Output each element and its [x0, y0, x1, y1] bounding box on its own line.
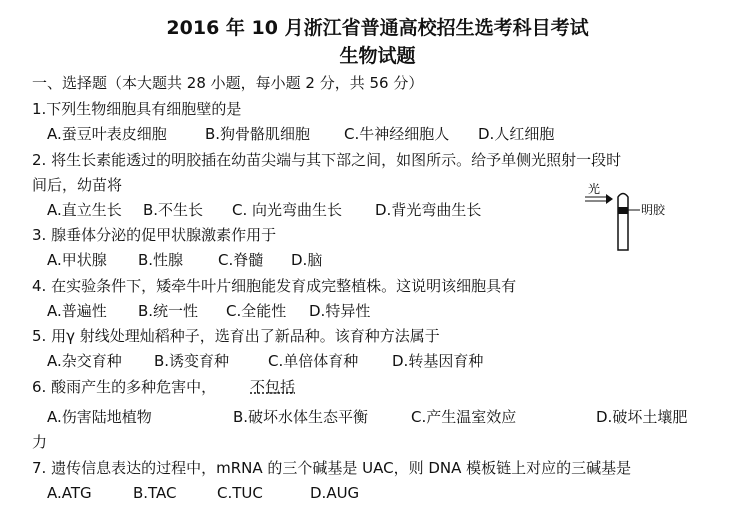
exam-subtitle: 生物试题 — [339, 45, 416, 67]
q1-option-d: D.人红细胞 — [478, 125, 555, 143]
q7-option-b: B.TAC — [133, 484, 177, 502]
q5-option-a: A.杂交育种 — [47, 352, 122, 370]
q6-stem: 6. 酸雨产生的多种危害中， — [32, 378, 217, 396]
q4-stem: 4. 在实验条件下，矮牵牛叶片细胞能发育成完整植株。这说明该细胞具有 — [32, 277, 517, 295]
q5-stem: 5. 用γ 射线处理灿稻种子，选育出了新品种。该育种方法属于 — [32, 327, 440, 345]
seedling-outline — [618, 194, 628, 251]
q2-option-c: C. 向光弯曲生长 — [232, 201, 343, 219]
q6-option-b: B.破坏水体生态平衡 — [233, 408, 369, 426]
q2-stem-line1: 2. 将生长素能透过的明胶插在幼苗尖端与其下部之间，如图所示。给予单侧光照射一段时 — [32, 151, 622, 169]
q5-option-d: D.转基因育种 — [392, 352, 484, 370]
q1-option-a: A.蚕豆叶表皮细胞 — [47, 125, 167, 143]
q4-option-c: C.全能性 — [226, 302, 287, 320]
q2-option-b: B.不生长 — [143, 201, 204, 219]
q6-option-c: C.产生温室效应 — [411, 408, 517, 426]
q6-option-a: A.伤害陆地植物 — [47, 408, 152, 426]
q2-option-d: D.背光弯曲生长 — [375, 201, 482, 219]
q1-option-c: C.牛神经细胞人 — [344, 125, 450, 143]
q7-option-c: C.TUC — [217, 484, 263, 502]
q6-emphasis: 不包括 — [250, 378, 296, 396]
q6-option-d: D.破坏土壤肥 — [596, 408, 688, 426]
q4-option-b: B.统一性 — [138, 302, 199, 320]
q3-option-c: C.脊髓 — [218, 251, 264, 269]
q1-option-b: B.狗骨骼肌细胞 — [205, 125, 311, 143]
light-label: 光 — [588, 182, 601, 196]
q7-option-d: D.AUG — [310, 484, 360, 502]
q3-option-d: D.脑 — [291, 251, 323, 269]
q3-option-a: A.甲状腺 — [47, 251, 107, 269]
q2-option-a: A.直立生长 — [47, 201, 122, 219]
exam-title: 2016 年 10 月浙江省普通高校招生选考科目考试 — [166, 17, 589, 39]
q3-option-b: B.性腺 — [138, 251, 184, 269]
section-heading: 一、选择题（本大题共 28 小题，每小题 2 分，共 56 分） — [32, 74, 424, 92]
seedling-gel-diagram — [582, 180, 682, 260]
gel-label: 明胶 — [641, 203, 666, 217]
q7-option-a: A.ATG — [47, 484, 92, 502]
q1-stem: 1.下列生物细胞具有细胞壁的是 — [32, 100, 242, 118]
q5-option-b: B.诱变育种 — [154, 352, 230, 370]
q4-option-a: A.普遍性 — [47, 302, 107, 320]
q6-option-d-wrap: 力 — [32, 433, 48, 451]
q5-option-c: C.单倍体育种 — [268, 352, 359, 370]
q2-stem-line2: 间后，幼苗将 — [32, 176, 123, 194]
gel-block — [618, 207, 628, 214]
q3-stem: 3. 腺垂体分泌的促甲状腺激素作用于 — [32, 226, 277, 244]
q7-stem: 7. 遗传信息表达的过程中，mRNA 的三个碱基是 UAC，则 DNA 模板链上对应的三碱基是 — [32, 459, 632, 477]
light-arrowhead-icon — [606, 194, 613, 204]
q4-option-d: D.特异性 — [309, 302, 371, 320]
